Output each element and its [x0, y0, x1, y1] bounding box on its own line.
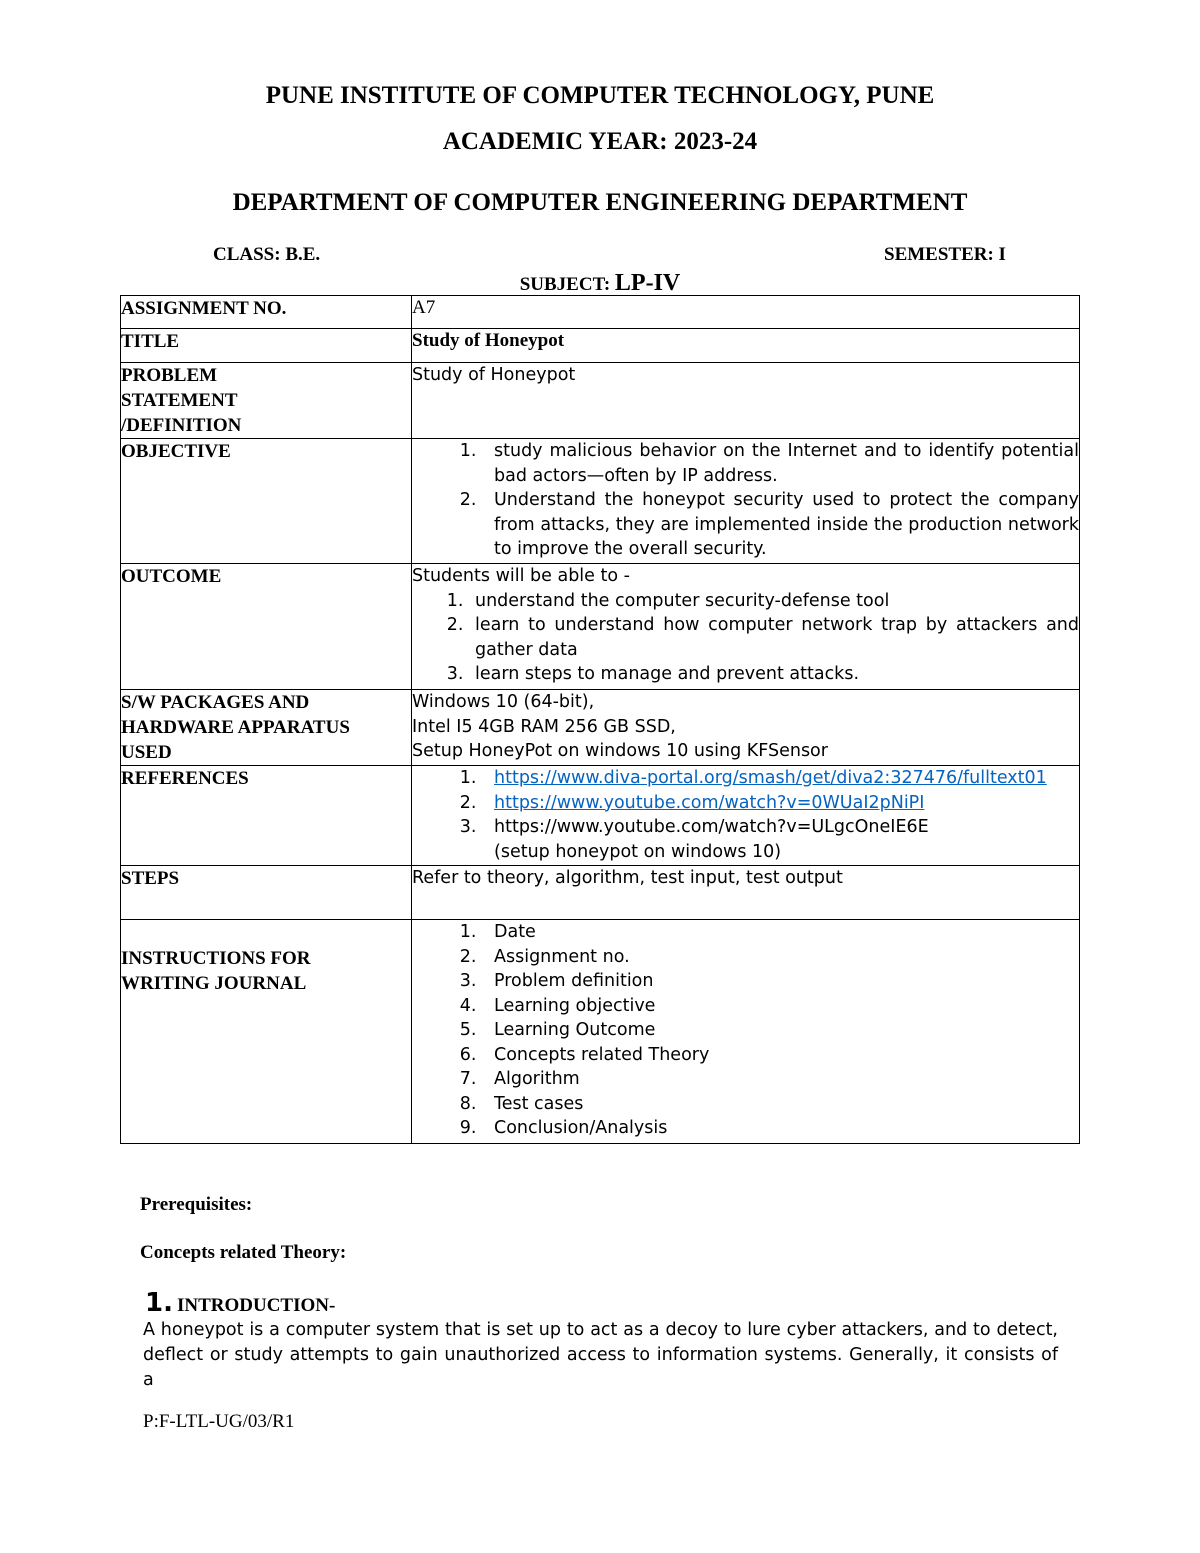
outcome-value — [412, 564, 1080, 690]
list-item: 1. study malicious behavior on the Internet and to identify potential bad actors—often by IP address. — [482, 439, 1079, 488]
table-row-objective — [121, 439, 1080, 564]
outcome-intro: Students will be able to - — [412, 566, 630, 586]
table-row-references — [121, 766, 1080, 866]
objective-list — [412, 439, 1079, 562]
problem-value: Study of Honeypot — [412, 363, 1080, 439]
class-label: CLASS: B.E. — [213, 244, 321, 265]
packages-label — [121, 690, 412, 766]
academic-year-heading: ACADEMIC YEAR: 2023-24 — [442, 128, 758, 155]
instructions-label — [121, 920, 412, 1144]
table-row-outcome — [121, 564, 1080, 690]
semester-label: SEMESTER: I — [884, 244, 1006, 265]
subject-value: LP-IV — [614, 270, 681, 296]
list-item: 3. Problem definition — [482, 969, 1079, 994]
institute-heading: PUNE INSTITUTE OF COMPUTER TECHNOLOGY, PUNE — [265, 82, 935, 109]
list-item: 2. Understand the honeypot security used to protect the company from attacks, they are implemented inside the production network to improve the overall security. — [482, 488, 1079, 562]
assignment-no-value: A7 — [412, 296, 1080, 329]
problem-label-line: /DEFINITION — [121, 415, 242, 436]
reference-link[interactable]: https://www.diva-portal.org/smash/get/diva2:327476/fulltext01 — [494, 768, 1047, 788]
table-row-packages — [121, 690, 1080, 766]
packages-label-line: S/W PACKAGES AND — [121, 692, 310, 713]
reference-text: https://www.youtube.com/watch?v=ULgcOneIE6E — [494, 817, 929, 837]
references-list — [412, 766, 1079, 864]
table-row-instructions — [121, 920, 1080, 1144]
outcome-list — [412, 589, 1079, 687]
list-item — [482, 815, 1079, 864]
reference-link[interactable]: https://www.youtube.com/watch?v=0WUaI2pNiPI — [494, 792, 925, 813]
problem-label-line: PROBLEM — [121, 365, 218, 386]
page-footer: P:F-LTL-UG/03/R1 — [143, 1411, 295, 1432]
packages-line: Windows 10 (64-bit), — [412, 692, 595, 712]
list-item: 4. Learning objective — [482, 994, 1079, 1019]
assignment-table — [120, 295, 1080, 1144]
table-row-steps — [121, 866, 1080, 920]
steps-value: Refer to theory, algorithm, test input, test output — [412, 866, 1080, 920]
list-item: 5. Learning Outcome — [482, 1018, 1079, 1043]
prerequisites-heading: Prerequisites: — [140, 1194, 253, 1215]
table-row-problem — [121, 363, 1080, 439]
introduction-paragraph: A honeypot is a computer system that is set up to act as a decoy to lure cyber attackers, and to detect, deflect or study attempts to gain unauthorized access to information systems. Generally, it consists of a — [143, 1320, 1058, 1390]
section-number: 1. — [145, 1288, 173, 1318]
packages-line: Setup HoneyPot on windows 10 using KFSensor — [412, 741, 828, 761]
department-heading: DEPARTMENT OF COMPUTER ENGINEERING DEPARTMENT — [232, 189, 968, 216]
list-item: 7. Algorithm — [482, 1067, 1079, 1092]
instructions-label-line: WRITING JOURNAL — [121, 973, 307, 994]
problem-label — [121, 363, 412, 439]
list-item: 8. Test cases — [482, 1092, 1079, 1117]
concepts-heading: Concepts related Theory: — [140, 1242, 347, 1263]
outcome-label: OUTCOME — [121, 564, 412, 690]
references-value — [412, 766, 1080, 866]
title-value: Study of Honeypot — [412, 329, 1080, 363]
instructions-list — [412, 920, 1079, 1141]
list-item: 3. learn steps to manage and prevent attacks. — [469, 662, 1079, 687]
title-label: TITLE — [121, 329, 412, 363]
packages-label-line: HARDWARE APPARATUS — [121, 717, 350, 738]
assignment-no-label: ASSIGNMENT NO. — [121, 296, 412, 329]
steps-label: STEPS — [121, 866, 412, 920]
objective-value — [412, 439, 1080, 564]
list-item — [482, 791, 1079, 816]
subject-line — [0, 270, 1200, 297]
list-item: 9. Conclusion/Analysis — [482, 1116, 1079, 1141]
list-item: 6. Concepts related Theory — [482, 1043, 1079, 1068]
problem-label-line: STATEMENT — [121, 390, 238, 411]
packages-value — [412, 690, 1080, 766]
table-row-title — [121, 329, 1080, 363]
subject-label: SUBJECT: — [519, 274, 615, 295]
reference-note: (setup honeypot on windows 10) — [494, 841, 782, 862]
instructions-value — [412, 920, 1080, 1144]
list-item: 1. Date — [482, 920, 1079, 945]
references-label: REFERENCES — [121, 766, 412, 866]
instructions-label-line: INSTRUCTIONS FOR — [121, 948, 311, 969]
list-item: 2. Assignment no. — [482, 945, 1079, 970]
packages-line: Intel I5 4GB RAM 256 GB SSD, — [412, 716, 676, 737]
section-title: INTRODUCTION- — [176, 1295, 336, 1316]
table-row-assignment-no — [121, 296, 1080, 329]
introduction-heading — [145, 1288, 335, 1318]
list-item: 1. understand the computer security-defense tool — [469, 589, 1079, 614]
list-item — [482, 766, 1079, 791]
packages-label-line: USED — [121, 742, 172, 763]
list-item: 2. learn to understand how computer network trap by attackers and gather data — [469, 613, 1079, 662]
objective-label: OBJECTIVE — [121, 439, 412, 564]
